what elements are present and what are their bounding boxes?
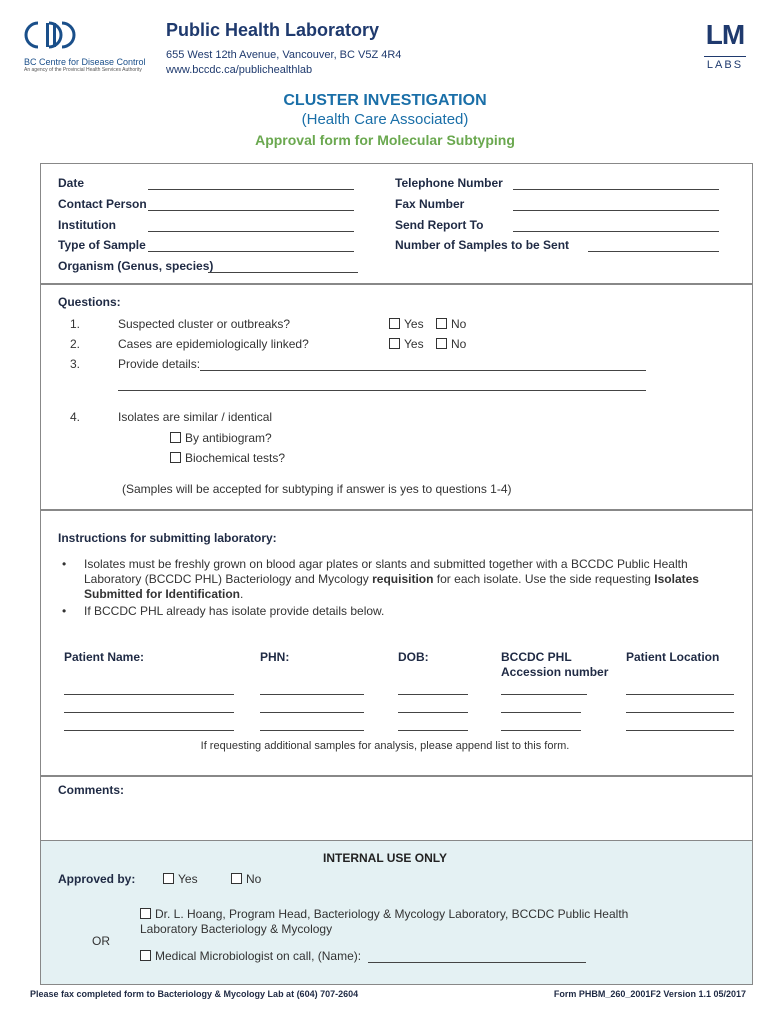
phn-row-1[interactable] — [260, 694, 364, 695]
q1-yes[interactable] — [389, 317, 424, 331]
telephone-field[interactable] — [513, 189, 719, 190]
contact-label: Contact Person — [58, 197, 147, 211]
instruction-end: . — [240, 587, 244, 601]
num-samples-field[interactable] — [588, 251, 719, 252]
comments-section[interactable] — [40, 775, 753, 842]
form-description: Approval form for Molecular Subtyping — [255, 132, 515, 148]
patient-name-row-3[interactable] — [64, 730, 234, 731]
approver-1-label: Dr. L. Hoang, Program Head, Bacteriology & Mycology Laboratory, BCCDC Public Health Laboratory Bacteriology & Mycology — [140, 907, 629, 936]
q1-number: 1. — [70, 317, 81, 331]
approved-no[interactable] — [231, 872, 261, 886]
form-subtitle: (Health Care Associated) — [301, 111, 469, 128]
approved-yes[interactable] — [163, 872, 198, 886]
phn-header: PHN: — [260, 650, 290, 664]
instructions-heading: Instructions for submitting laboratory: — [58, 531, 277, 545]
comments-heading: Comments: — [58, 783, 125, 797]
accession-header: BCCDC PHL Accession number — [501, 650, 609, 679]
phn-row-2[interactable] — [260, 712, 364, 713]
instruction-requisition: requisition — [372, 572, 434, 586]
bccdc-logo-mark — [24, 20, 76, 50]
q3-details-line-1[interactable] — [200, 370, 646, 371]
dob-row-1[interactable] — [398, 694, 468, 695]
q4a-checkbox[interactable] — [170, 432, 181, 443]
bccdc-name: BC Centre for Disease Control — [24, 57, 146, 67]
approver-2-checkbox[interactable] — [140, 950, 151, 961]
location-header: Patient Location — [626, 650, 720, 664]
accession-row-1[interactable] — [501, 694, 587, 695]
lab-address: 655 West 12th Avenue, Vancouver, BC V5Z 4R4 — [166, 49, 402, 61]
q4b-option[interactable] — [170, 451, 285, 465]
form-title: CLUSTER INVESTIGATION — [283, 92, 487, 109]
lab-url[interactable]: www.bccdc.ca/publichealthlab — [166, 64, 313, 76]
institution-field[interactable] — [148, 231, 354, 232]
q3-number: 3. — [70, 357, 81, 371]
q2-text: Cases are epidemiologically linked? — [118, 337, 309, 351]
lm-logo-text: LM — [705, 19, 745, 50]
fax-field[interactable] — [513, 210, 719, 211]
num-samples-label: Number of Samples to be Sent — [395, 238, 570, 252]
location-row-3[interactable] — [626, 730, 734, 731]
q2-no-label: No — [451, 337, 467, 351]
q4a-label: By antibiogram? — [185, 431, 272, 445]
q2-yes-checkbox[interactable] — [389, 338, 400, 349]
q2-no[interactable] — [436, 337, 466, 351]
q4-text: Isolates are similar / identical — [118, 410, 273, 424]
approver-2-label: Medical Microbiologist on call, (Name): — [155, 949, 362, 963]
form-identifier: Form PHBM_260_2001F2 Version 1.1 05/2017 — [553, 989, 746, 999]
fax-label: Fax Number — [395, 197, 465, 211]
q1-yes-checkbox[interactable] — [389, 318, 400, 329]
approved-no-label: No — [246, 872, 262, 886]
q1-yes-label: Yes — [404, 317, 424, 331]
q4a-option[interactable] — [170, 431, 272, 445]
location-row-1[interactable] — [626, 694, 734, 695]
approver-option-2[interactable] — [140, 949, 361, 963]
approved-yes-label: Yes — [178, 872, 198, 886]
q2-no-checkbox[interactable] — [436, 338, 447, 349]
date-label: Date — [58, 176, 85, 190]
instructions-section — [40, 509, 753, 777]
lm-labs-logo — [700, 20, 750, 71]
q3-details-line-2[interactable] — [118, 390, 646, 391]
date-field[interactable] — [148, 189, 354, 190]
institution-label: Institution — [58, 218, 116, 232]
q3-text: Provide details: — [118, 357, 201, 371]
send-report-label: Send Report To — [395, 218, 484, 232]
accession-row-2[interactable] — [501, 712, 581, 713]
questions-heading: Questions: — [58, 295, 121, 309]
or-label: OR — [92, 934, 110, 948]
instruction-text-2: for each isolate. Use the side requesting — [433, 572, 655, 586]
q4-number: 4. — [70, 410, 81, 424]
organism-field[interactable] — [208, 272, 358, 273]
q4b-label: Biochemical tests? — [185, 451, 286, 465]
q2-yes-label: Yes — [404, 337, 424, 351]
q2-number: 2. — [70, 337, 81, 351]
patient-name-row-1[interactable] — [64, 694, 234, 695]
approved-yes-checkbox[interactable] — [163, 873, 174, 884]
instruction-bullet-2: If BCCDC PHL already has isolate provide details below. — [84, 604, 385, 618]
dob-row-2[interactable] — [398, 712, 468, 713]
patient-name-row-2[interactable] — [64, 712, 234, 713]
lab-title: Public Health Laboratory — [166, 20, 380, 40]
bccdc-tagline: An agency of the Provincial Health Services Authority — [24, 67, 142, 73]
q1-no-label: No — [451, 317, 467, 331]
q1-no[interactable] — [436, 317, 466, 331]
instruction-bullet-1 — [84, 557, 724, 602]
dob-header: DOB: — [398, 650, 429, 664]
location-row-2[interactable] — [626, 712, 734, 713]
contact-field[interactable] — [148, 210, 354, 211]
q1-no-checkbox[interactable] — [436, 318, 447, 329]
instruction-text-1: Isolates must be freshly grown on blood agar plates or slants and submitted together with a BCCDC Public Health Laboratory (BCCDC PHL) Bacteriology and Mycology — [84, 557, 688, 586]
patient-name-header: Patient Name: — [64, 650, 145, 664]
questions-note: (Samples will be accepted for subtyping if answer is yes to questions 1-4) — [122, 482, 512, 496]
fax-instruction: Please fax completed form to Bacteriology & Mycology Lab at (604) 707-2604 — [30, 989, 359, 999]
q4b-checkbox[interactable] — [170, 452, 181, 463]
accession-row-3[interactable] — [501, 730, 581, 731]
phn-row-3[interactable] — [260, 730, 364, 731]
approved-no-checkbox[interactable] — [231, 873, 242, 884]
bullet-2-marker: • — [62, 604, 67, 618]
additional-samples-note: If requesting additional samples for analysis, please append list to this form. — [200, 740, 570, 752]
microbiologist-name-field[interactable] — [368, 962, 586, 963]
organism-label: Organism (Genus, species) — [58, 259, 214, 273]
q2-yes[interactable] — [389, 337, 424, 351]
internal-use-heading: INTERNAL USE ONLY — [322, 851, 448, 865]
bullet-1-marker: • — [62, 557, 67, 571]
sample-type-field[interactable] — [148, 251, 354, 252]
approved-by-label: Approved by: — [58, 872, 136, 886]
telephone-label: Telephone Number — [395, 176, 503, 190]
lm-logo-sub: LABS — [706, 59, 744, 71]
q1-text: Suspected cluster or outbreaks? — [118, 317, 291, 331]
approver-1-checkbox[interactable] — [140, 908, 151, 919]
sample-type-label: Type of Sample — [58, 238, 146, 252]
bccdc-logo — [24, 20, 154, 80]
instruction-isolates: Isolates Submitted for Identification — [84, 572, 699, 601]
dob-row-3[interactable] — [398, 730, 468, 731]
send-report-field[interactable] — [513, 231, 719, 232]
approver-option-1[interactable] — [140, 907, 680, 937]
